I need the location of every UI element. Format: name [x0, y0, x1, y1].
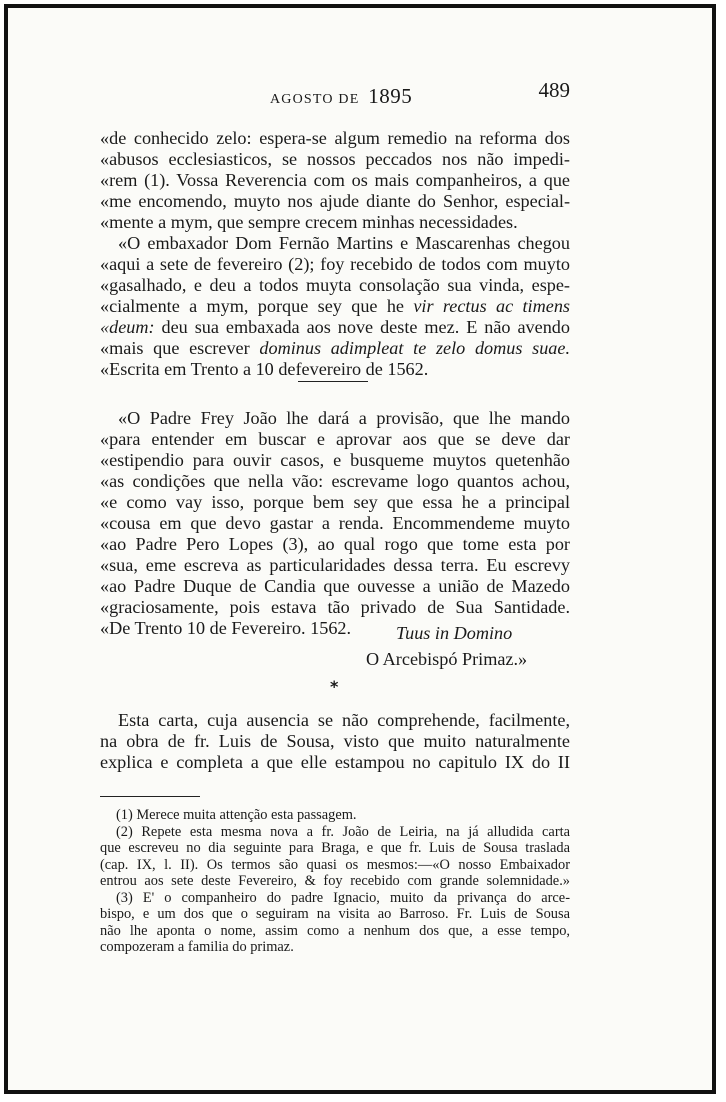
text-line: «O Padre Frey João lhe dará a provisão, que lhe mando — [118, 408, 570, 428]
text-line: «aqui a sete de fevereiro (2); foy recebido de todos com muyto — [100, 254, 570, 274]
text-line: «graciosamente, pois estava tão privado de Sua Santidade. — [100, 597, 570, 617]
text-line: «para entender em buscar e aprovar aos que se deve dar — [100, 429, 570, 449]
text-line: Esta carta, cuja ausencia se não comprehende, facilmente, — [118, 710, 570, 730]
text-line: explica e completa a que elle estampou no capitulo IX do II — [100, 752, 570, 772]
running-head-text: AGOSTO DE — [270, 92, 360, 107]
text-line: na obra de fr. Luis de Sousa, visto que muito naturalmente — [100, 731, 570, 751]
text-segment: «cialmente a mym, porque sey que he — [100, 296, 404, 316]
text-line: «ao Padre Duque de Candia que ouvesse a união de Mazedo — [100, 576, 570, 596]
text-line: «mente a mym, que sempre crecem minhas necessidades. — [100, 212, 518, 232]
footnote-line: que escreveu no dia seguinte para Braga, e que fr. Luis de Sousa traslada — [100, 840, 570, 856]
text-line: «O embaxador Dom Fernão Martins e Mascarenhas chegou — [118, 233, 570, 253]
text-line: «Escrita em Trento a 10 defevereiro de 1562. — [100, 359, 429, 379]
footnotes — [100, 807, 570, 956]
running-head — [270, 84, 412, 109]
footnote-line: (2) Repete esta mesma nova a fr. João de Leiria, na já alludida carta — [116, 823, 570, 840]
footnote-1 — [100, 807, 570, 824]
text-line — [100, 296, 570, 317]
letter-paragraph-1 — [100, 128, 570, 380]
text-segment: deu sua embaxada aos nove deste mez. E não avendo — [161, 317, 570, 337]
text-line: «e como vay isso, porque bem sey que essa he a principal — [100, 492, 570, 512]
text-line — [100, 317, 570, 338]
latin-phrase: vir rectus ac timens — [413, 296, 570, 316]
section-divider — [298, 381, 368, 382]
text-line — [100, 338, 570, 359]
text-line: «as condições que nella vão: escrevame logo quantos achou, — [100, 471, 570, 491]
text-line: «ao Padre Pero Lopes (3), ao qual rogo que tome esta por — [100, 534, 570, 554]
letter-paragraph-2 — [100, 408, 570, 639]
footnote-line: entrou aos sete deste Fevereiro, & foy recebido com grande solemnidade.» — [100, 873, 570, 889]
signature-closing: Tuus in Domino — [396, 623, 513, 643]
page-header — [100, 74, 570, 114]
text-line: «cousa em que devo gastar a renda. Encommendeme muyto — [100, 513, 570, 533]
text-line: «gasalhado, e deu a todos muyta consolação sua vinda, espe- — [100, 275, 570, 295]
asterisk-separator: * — [330, 677, 339, 696]
footnote-line: compozeram a familia do primaz. — [100, 939, 294, 955]
text-segment: «mais que escrever — [100, 338, 250, 358]
latin-phrase: «deum: — [100, 317, 155, 337]
text-line: «me encomendo, muyto nos ajude diante do Senhor, especial- — [100, 191, 570, 211]
commentary-paragraph — [100, 710, 570, 773]
footnote-line: bispo, e um dos que o seguiram na visita ao Barroso. Fr. Luis de Sousa — [100, 906, 570, 922]
text-line: «rem (1). Vossa Reverencia com os mais companheiros, a que — [100, 170, 570, 190]
footnote-line: (1) Merece muita attenção esta passagem. — [116, 807, 357, 823]
page-number: 489 — [538, 78, 570, 102]
text-line: «de conhecido zelo: espera-se algum remedio na reforma dos — [100, 128, 570, 148]
footnote-3 — [100, 890, 570, 956]
footnote-line: (3) E' o companheiro do padre Ignacio, muito da privança do arce- — [116, 889, 570, 906]
text-line: «abusos ecclesiasticos, se nossos peccados nos não impedi- — [100, 149, 570, 169]
signature-name: O Arcebispó Primaz.» — [366, 649, 528, 669]
text-line: «sua, eme escreva as particularidades dessa terra. Eu escrevy — [100, 555, 570, 575]
footnote-line: (cap. IX, l. II). Os termos são quasi os mesmos:—«O nosso Embaixador — [100, 856, 570, 873]
text-line: «estipendio para ouvir casos, e busqueme muytos quetenhão — [100, 450, 570, 470]
footnote-divider — [100, 796, 200, 797]
latin-phrase: dominus adimpleat te zelo domus suae. — [259, 338, 570, 358]
running-head-year: 1895 — [368, 84, 413, 108]
footnote-line: não lhe aponta o nome, assim como a nenhum dos que, a esse tempo, — [100, 922, 570, 939]
footnote-2 — [100, 824, 570, 890]
text-line: «De Trento 10 de Fevereiro. 1562. — [100, 618, 352, 638]
